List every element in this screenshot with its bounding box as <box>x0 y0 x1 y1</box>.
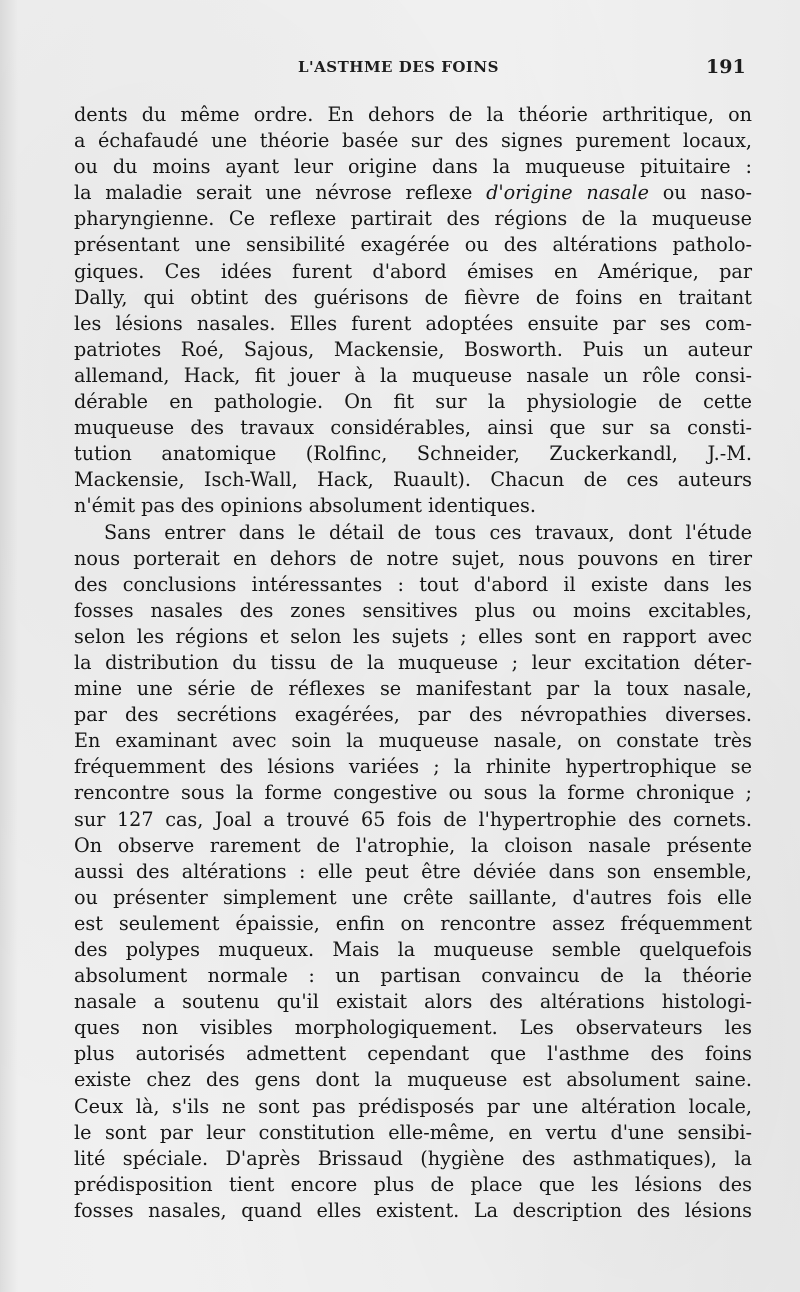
text-line: par des secrétions exagérées, par des névropathies diverses. <box>74 703 752 727</box>
text-line: est seulement épaissie, enfin on rencontre assez fréquemment <box>74 911 752 935</box>
text-line: existe chez des gens dont la muqueuse est absolument saine. <box>74 1068 752 1092</box>
text-line: a échafaudé une théorie basée sur des signes purement locaux, <box>74 129 752 153</box>
text-line: rencontre sous la forme congestive ou sous la forme chronique ; <box>74 781 752 805</box>
text-line: des conclusions intéressantes : tout d'abord il existe dans les <box>74 572 752 596</box>
text-line: nous porterait en dehors de notre sujet, nous pouvons en tirer <box>74 546 752 570</box>
text-line: la distribution du tissu de la muqueuse ; leur excitation déter- <box>74 650 752 674</box>
text-line: dérable en pathologie. On fit sur la physiologie de cette <box>74 390 752 414</box>
text-line: allemand, Hack, fit jouer à la muqueuse nasale un rôle consi- <box>74 363 752 387</box>
text-line: n'émit pas des opinions absolument identiques. <box>74 494 536 518</box>
text-line: Ceux là, s'ils ne sont pas prédisposés par une altération locale, <box>74 1094 752 1118</box>
text-segment: ou naso- <box>662 181 753 205</box>
text-line: les lésions nasales. Elles furent adoptées ensuite par ses com- <box>74 311 752 335</box>
text-line: plus autorisés admettent cependant que l'asthme des foins <box>74 1042 752 1066</box>
page-number: 191 <box>706 56 746 78</box>
text-line: ques non visibles morphologiquement. Les observateurs les <box>74 1016 752 1040</box>
italic-phrase: d'origine nasale <box>486 181 649 205</box>
text-line: sur 127 cas, Joal a trouvé 65 fois de l'hypertrophie des cornets. <box>74 807 752 831</box>
text-line: lité spéciale. D'après Brissaud (hygiène des asthmatiques), la <box>74 1146 752 1170</box>
text-line: giques. Ces idées furent d'abord émises en Amérique, par <box>74 259 752 283</box>
running-title: L'ASTHME DES FOINS <box>298 58 499 76</box>
text-line: fréquemment des lésions variées ; la rhinite hypertrophique se <box>74 755 752 779</box>
text-line <box>74 180 752 206</box>
text-line: présentant une sensibilité exagérée ou des altérations patholo- <box>74 233 752 257</box>
body-text <box>74 102 752 1224</box>
text-line: mine une série de réflexes se manifestant par la toux nasale, <box>74 677 752 701</box>
text-line: prédisposition tient encore plus de place que les lésions des <box>74 1172 752 1196</box>
text-line: aussi des altérations : elle peut être déviée dans son ensemble, <box>74 859 752 883</box>
text-line: En examinant avec soin la muqueuse nasale, on constate très <box>74 729 752 753</box>
text-line: pharyngienne. Ce reflexe partirait des régions de la muqueuse <box>74 207 752 231</box>
text-line: Dally, qui obtint des guérisons de fièvre de foins en traitant <box>74 285 752 309</box>
paragraph-start-line: Sans entrer dans le détail de tous ces travaux, dont l'étude <box>104 520 752 544</box>
text-line: fosses nasales, quand elles existent. La description des lésions <box>74 1198 752 1222</box>
text-line: ou du moins ayant leur origine dans la muqueuse pituitaire : <box>74 155 752 179</box>
text-line: des polypes muqueux. Mais la muqueuse semble quelquefois <box>74 938 752 961</box>
text-line: fosses nasales des zones sensitives plus ou moins excitables, <box>74 598 752 622</box>
text-line: ou présenter simplement une crête saillante, d'autres fois elle <box>74 885 752 909</box>
text-line: On observe rarement de l'atrophie, la cloison nasale présente <box>74 833 752 857</box>
text-line: le sont par leur constitution elle-même, en vertu d'une sensibi- <box>74 1120 752 1144</box>
text-line: tution anatomique (Rolfinc, Schneider, Zuckerkandl, J.-M. <box>74 442 752 466</box>
text-line: nasale a soutenu qu'il existait alors des altérations histologi- <box>74 990 752 1014</box>
text-line: muqueuse des travaux considérables, ainsi que sur sa consti- <box>74 416 752 440</box>
text-line: dents du même ordre. En dehors de la théorie arthritique, on <box>74 103 752 126</box>
text-line: patriotes Roé, Sajous, Mackensie, Bosworth. Puis un auteur <box>74 337 752 361</box>
text-segment: la maladie serait une névrose reflexe <box>74 181 473 205</box>
text-line: selon les régions et selon les sujets ; elles sont en rapport avec <box>74 624 752 648</box>
text-line: Mackensie, Isch-Wall, Hack, Ruault). Chacun de ces auteurs <box>74 468 752 492</box>
text-line: absolument normale : un partisan convaincu de la théorie <box>74 964 752 988</box>
